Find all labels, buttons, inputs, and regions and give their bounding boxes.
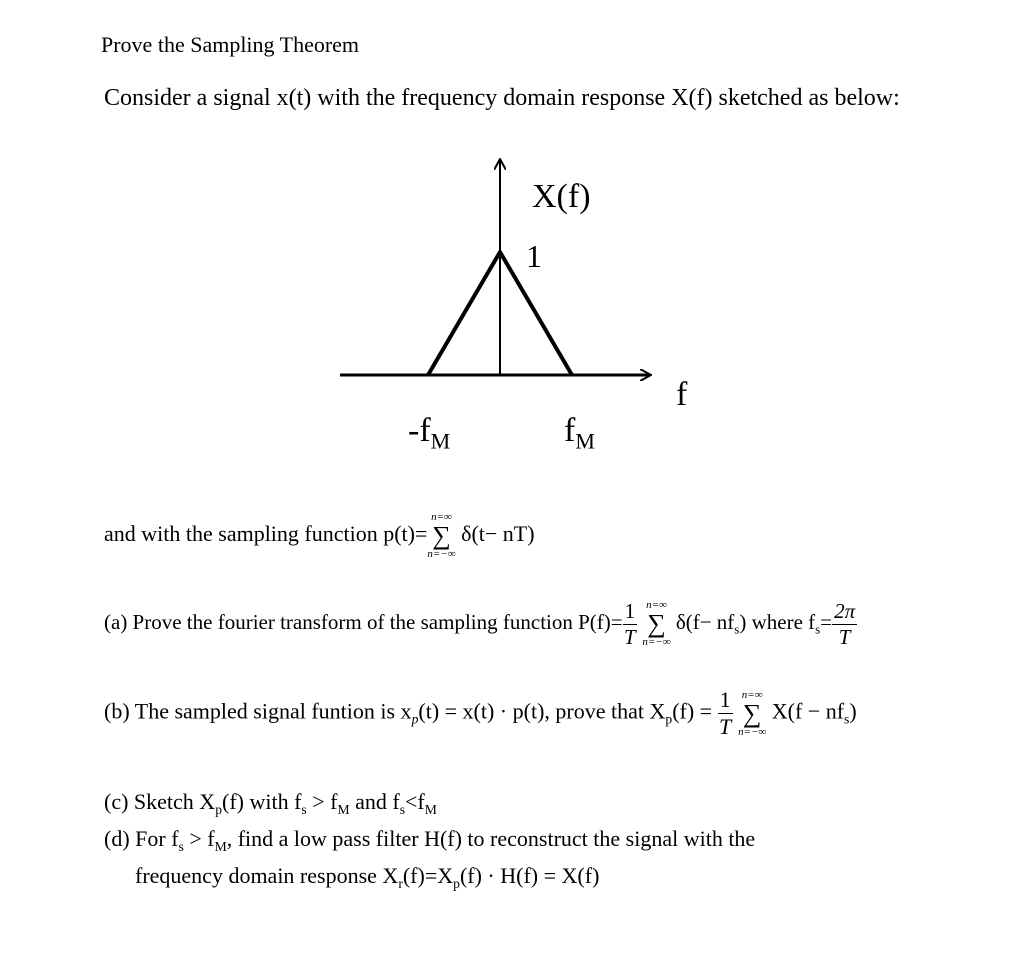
neg-fm-label: $-f_M$: [408, 412, 451, 454]
frequency-response-figure: [0, 0, 1024, 480]
f-axis-label: f: [676, 376, 688, 413]
summation: n=∞ ∑ n=−∞: [738, 688, 767, 738]
fraction-two-pi-over-t: $\frac{2\pi}{T}$: [834, 598, 856, 649]
xf-label: X(f): [532, 178, 591, 215]
part-d-line-2: frequency domain response $X_r(f)=X_p(f) \cdot H(f) = X(f)$: [135, 863, 600, 891]
fraction-one-over-t: $\frac{1}{T}$: [718, 687, 732, 739]
part-a-line: (a) Prove the fourier transform of the sampling function P(f)= $\frac{1}{T}$ n=∞ ∑ n=−∞ $\delta(f- nf_s)$ where $f_s=$ $\frac{2\pi}{T}$: [104, 598, 856, 649]
part-c-line: (c) Sketch $X_p(f)$ with $f_s > f_M$ and $f_s<f_M$: [104, 789, 437, 817]
summation: n=∞ ∑ n=−∞: [642, 599, 671, 648]
peak-label: 1: [526, 238, 542, 274]
page-title: Prove the Sampling Theorem: [101, 32, 360, 57]
part-d-line-1: (d) For $f_s > f_M$, find a low pass filter H(f) to reconstruct the signal with the: [104, 826, 756, 854]
part-b-line: (b) The sampled signal funtion is $x_p(t) = x(t) \cdot p(t)$, prove that $X_p(f)$ = $\frac{1}{T}$ n=∞ ∑ n=−∞ $X(f - nf_s)$: [104, 687, 857, 739]
sampling-function-line: and with the sampling function p(t)= n=∞ ∑ n=−∞ δ(t− nT): [104, 511, 535, 560]
intro-text: Consider a signal x(t) with the frequency domain response X(f) sketched as below:: [104, 85, 900, 111]
summation: n=∞ ∑ n=−∞: [427, 511, 456, 560]
pos-fm-label: $f_M$: [564, 412, 595, 454]
fraction-one-over-t: $\frac{1}{T}$: [624, 598, 636, 649]
